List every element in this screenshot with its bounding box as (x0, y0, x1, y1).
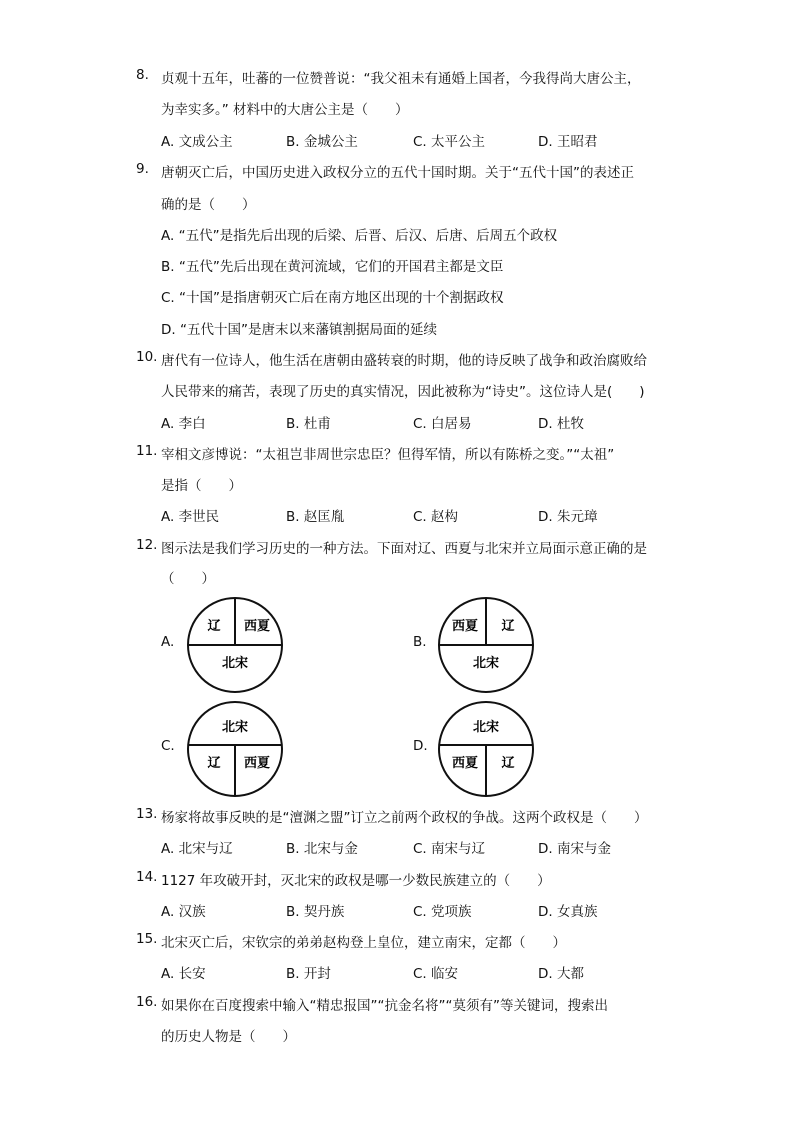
question-number: 10. (136, 349, 158, 365)
option-a: A. 李世民 (161, 509, 220, 525)
option-a: A. 李白 (161, 416, 206, 432)
question-stem-line: 北宋灭亡后，宋钦宗的弟弟赵构登上皇位，建立南宋，定都（ ） (161, 935, 566, 951)
question-number: 8. (136, 67, 149, 83)
question-number: 11. (136, 443, 158, 459)
option-b-diagram (437, 596, 535, 694)
option-d: D. 大都 (538, 966, 584, 982)
question-number: 12. (136, 537, 158, 553)
region-label: 北宋 (221, 720, 249, 735)
option-d: D. 女真族 (538, 904, 598, 920)
question-stem-line: 唐朝灭亡后，中国历史进入政权分立的五代十国时期。关于“五代十国”的表述正 (161, 165, 634, 181)
option-d: D. 王昭君 (538, 134, 598, 150)
option-c: C. 南宋与辽 (413, 841, 486, 857)
region-label: 辽 (207, 619, 221, 634)
question-number: 15. (136, 931, 158, 947)
question-number: 9. (136, 161, 149, 177)
region-label: 西夏 (243, 756, 271, 771)
question-stem-line: （ ） (161, 571, 215, 587)
region-label: 西夏 (243, 619, 271, 634)
question-stem-line: 贞观十五年，吐蕃的一位赞普说：“我父祖未有通婚上国者，今我得尚大唐公主， (161, 71, 641, 87)
option-a: A. 文成公主 (161, 134, 233, 150)
option-a: A. 北宋与辽 (161, 841, 233, 857)
option-b: B. 北宋与金 (286, 841, 358, 857)
option-b-letter: B. (413, 634, 427, 650)
question-stem-line: 如果你在百度搜索中输入“精忠报国”“抗金名将”“莫须有”等关键词，搜索出 (161, 998, 608, 1014)
option-c: C. 党项族 (413, 904, 472, 920)
option-a: A. 汉族 (161, 904, 206, 920)
question-stem-line: 唐代有一位诗人，他生活在唐朝由盛转衰的时期，他的诗反映了战争和政治腐败给 (161, 353, 647, 369)
question-stem-line: 为幸实多。” 材料中的大唐公主是（ ） (161, 102, 409, 118)
option-b: B. 赵匡胤 (286, 509, 345, 525)
option-a-diagram (186, 596, 284, 694)
option-c: C. 赵构 (413, 509, 459, 525)
question-stem-line: 的历史人物是（ ） (161, 1029, 296, 1045)
option-b: B. 契丹族 (286, 904, 345, 920)
option-c: C. “十国”是指唐朝灭亡后在南方地区出现的十个割据政权 (161, 290, 504, 306)
option-c: C. 太平公主 (413, 134, 486, 150)
option-c: C. 临安 (413, 966, 459, 982)
region-label: 辽 (501, 619, 515, 634)
question-number: 14. (136, 869, 158, 885)
region-label: 西夏 (451, 619, 479, 634)
option-d: D. 朱元璋 (538, 509, 598, 525)
question-stem-line: 图示法是我们学习历史的一种方法。下面对辽、西夏与北宋并立局面示意正确的是 (161, 541, 647, 557)
option-d-letter: D. (413, 738, 428, 754)
option-a-letter: A. (161, 634, 175, 650)
region-label: 北宋 (472, 720, 500, 735)
question-stem-line: 宰相文彦博说：“太祖岂非周世宗忠臣？但得军情，所以有陈桥之变。”“太祖” (161, 447, 615, 463)
option-d: D. 南宋与金 (538, 841, 611, 857)
option-b: B. 开封 (286, 966, 331, 982)
region-label: 北宋 (472, 656, 500, 671)
option-c-diagram (186, 700, 284, 798)
option-a: A. “五代”是指先后出现的后梁、后晋、后汉、后唐、后周五个政权 (161, 228, 558, 244)
question-stem-line: 1127 年攻破开封，灭北宋的政权是哪一少数民族建立的（ ） (161, 873, 551, 889)
option-b: B. 杜甫 (286, 416, 331, 432)
option-c: C. 白居易 (413, 416, 472, 432)
option-d: D. “五代十国”是唐末以来藩镇割据局面的延续 (161, 322, 437, 338)
question-stem-line: 人民带来的痛苦，表现了历史的真实情况，因此被称为“诗史”。这位诗人是( ) (161, 384, 645, 400)
region-label: 西夏 (451, 756, 479, 771)
option-c-letter: C. (161, 738, 175, 754)
question-stem-line: 杨家将故事反映的是“澶渊之盟”订立之前两个政权的争战。这两个政权是（ ） (161, 810, 648, 826)
option-b: B. 金城公主 (286, 134, 358, 150)
region-label: 辽 (207, 756, 221, 771)
question-stem-line: 确的是（ ） (161, 197, 256, 213)
region-label: 北宋 (221, 656, 249, 671)
option-d-diagram (437, 700, 535, 798)
option-a: A. 长安 (161, 966, 206, 982)
question-number: 13. (136, 806, 158, 822)
option-d: D. 杜牧 (538, 416, 584, 432)
question-stem-line: 是指（ ） (161, 478, 242, 494)
region-label: 辽 (501, 756, 515, 771)
option-b: B. “五代”先后出现在黄河流域，它们的开国君主都是文臣 (161, 259, 504, 275)
question-number: 16. (136, 994, 158, 1010)
